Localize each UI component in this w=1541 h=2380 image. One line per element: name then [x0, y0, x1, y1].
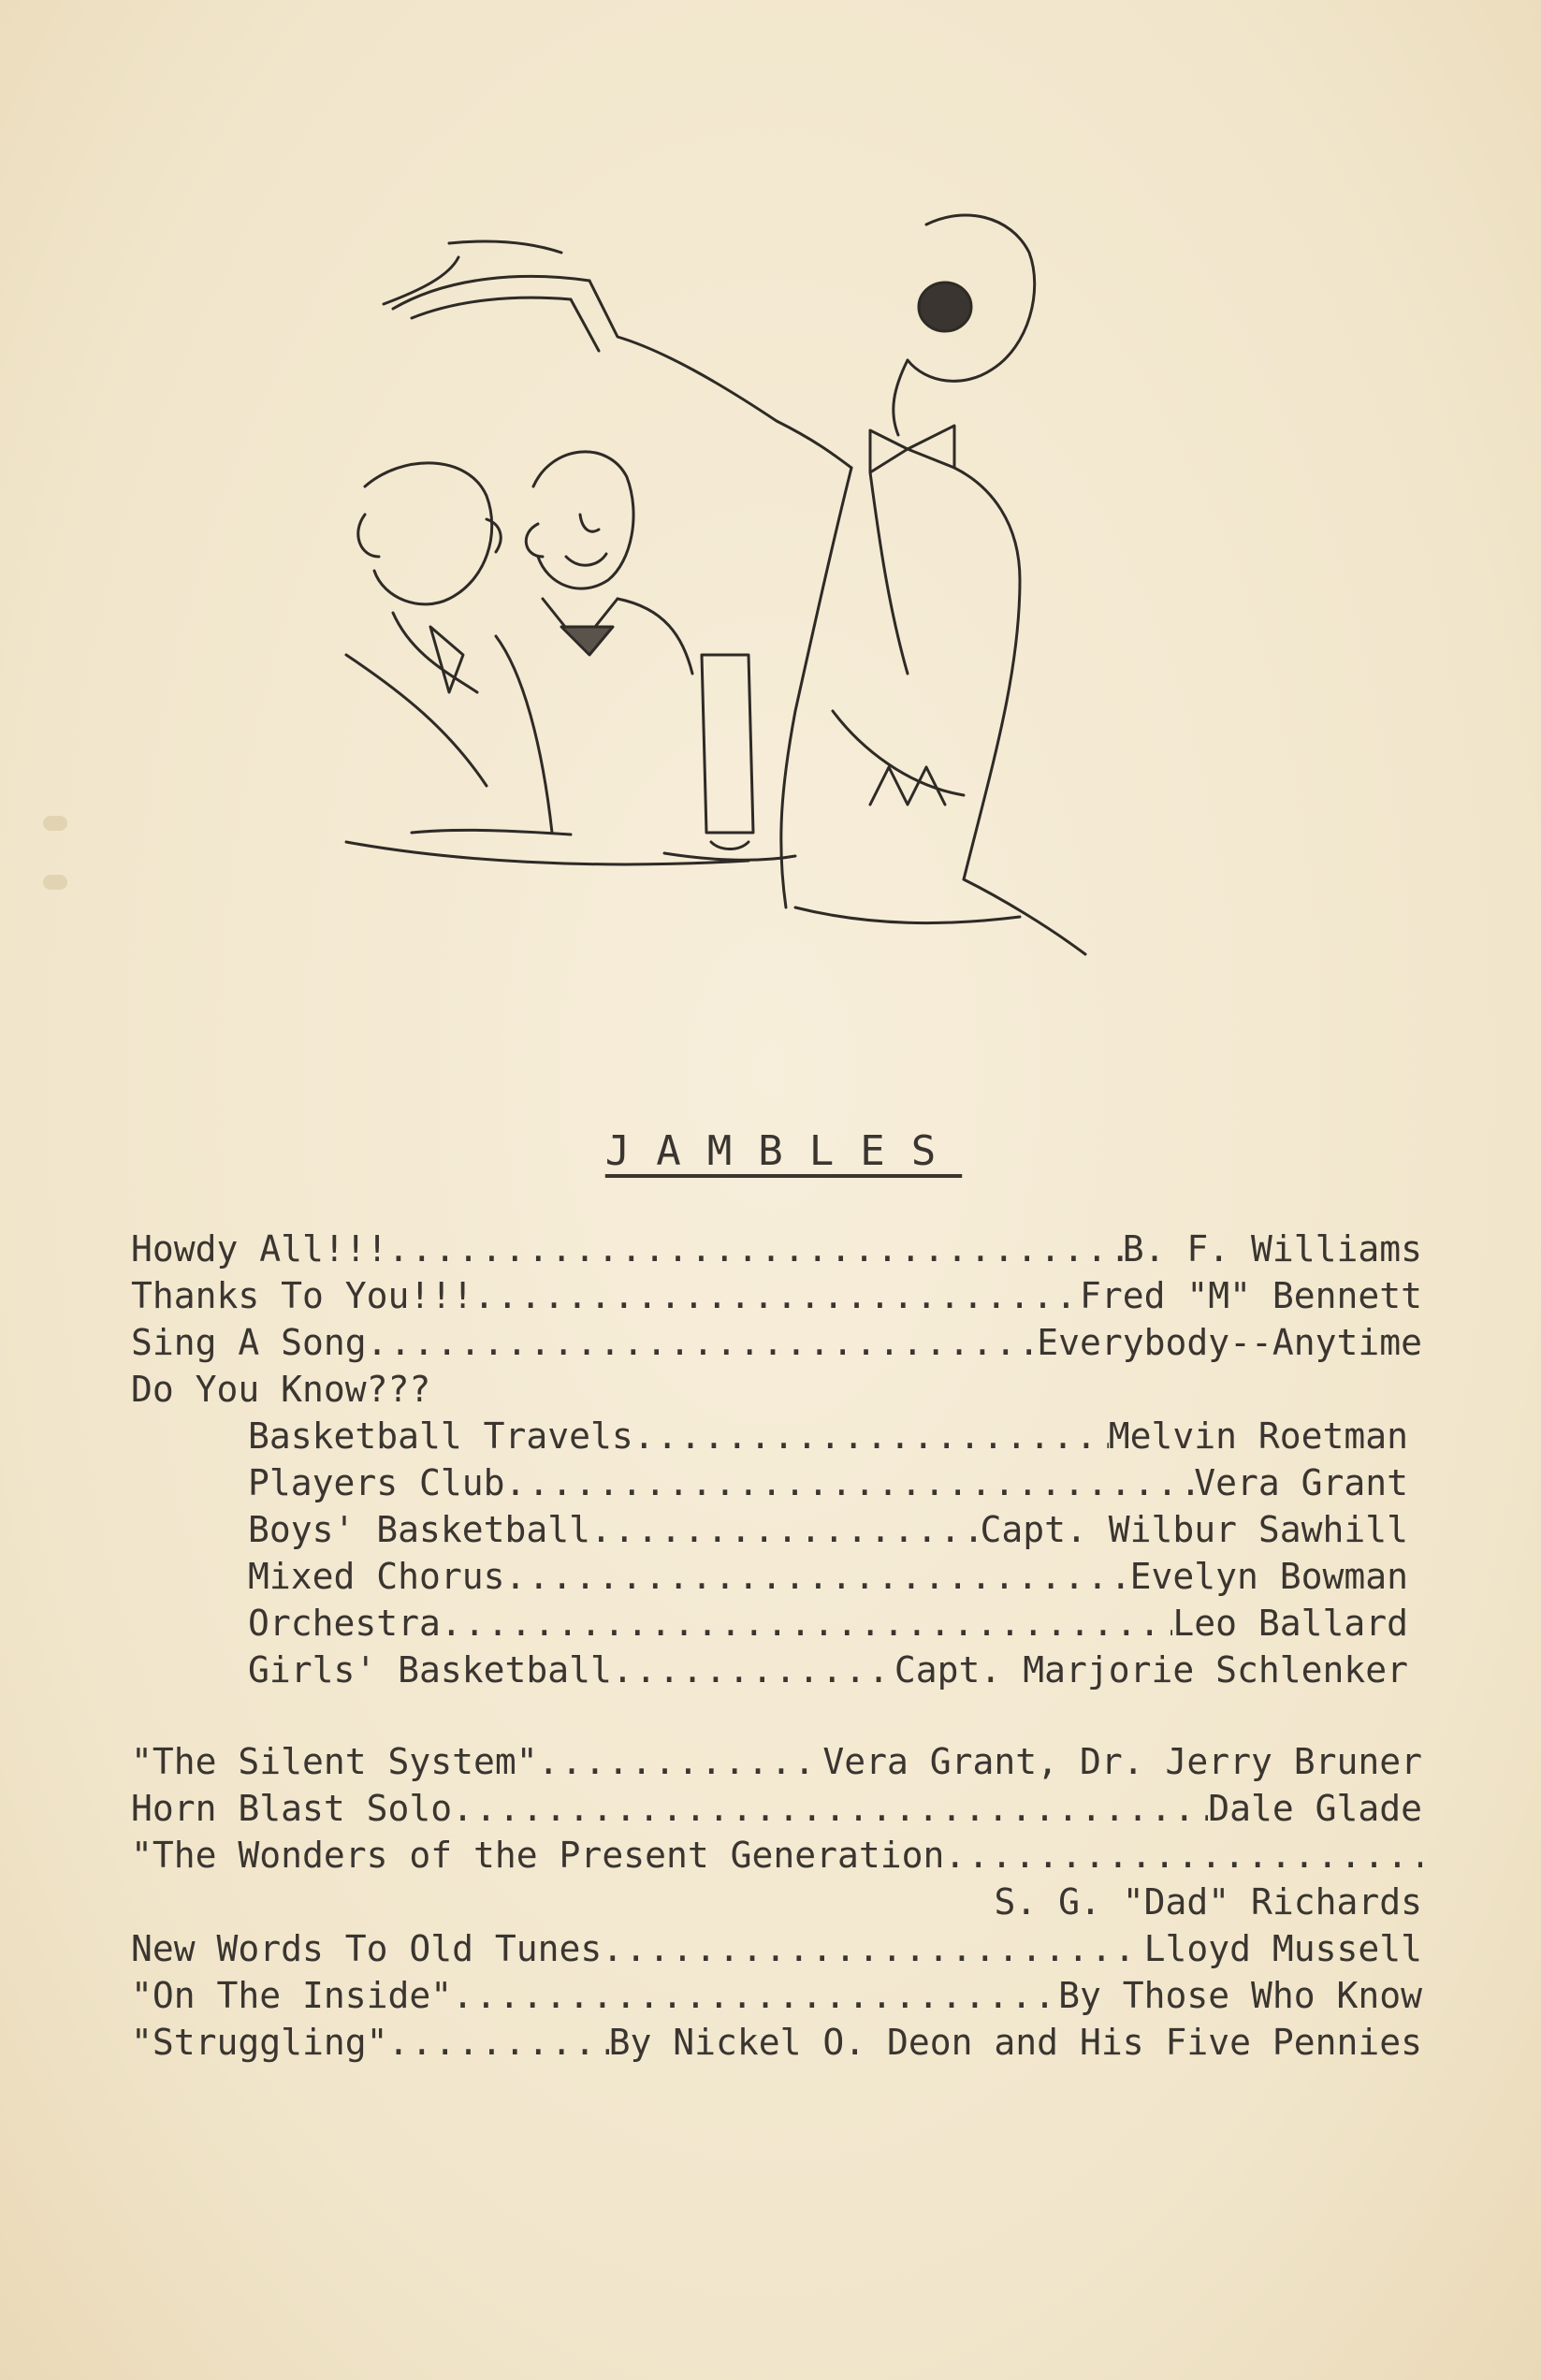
dot-leader	[473, 1272, 1080, 1319]
act-title: Howdy All!!!	[131, 1228, 388, 1270]
program-row	[131, 1226, 1422, 1272]
program-row	[131, 1553, 1408, 1600]
act-title: Mixed Chorus	[248, 1556, 505, 1597]
singers-illustration	[309, 187, 1188, 1010]
program-row	[131, 1647, 1408, 1693]
performer: S. G. "Dad" Richards	[994, 1881, 1422, 1923]
act-title: Players Club	[248, 1462, 505, 1503]
program-row	[131, 2019, 1422, 2066]
act-title: Girls' Basketball	[248, 1649, 612, 1691]
performer: By Nickel O. Deon and His Five Pennies	[608, 2022, 1422, 2063]
punch-hole	[43, 875, 67, 890]
act-title: "Struggling"	[131, 2022, 388, 2063]
dot-leader	[505, 1459, 1195, 1506]
act-title: New Words To Old Tunes	[131, 1928, 603, 1969]
act-title: Horn Blast Solo	[131, 1788, 453, 1829]
program-row	[131, 1272, 1422, 1319]
performer: B. F. Williams	[1122, 1228, 1422, 1270]
act-title: Orchestra	[248, 1603, 441, 1644]
section-heading: Do You Know???	[131, 1369, 431, 1410]
performer: Lloyd Mussell	[1143, 1928, 1422, 1969]
performer: Melvin Roetman	[1108, 1415, 1408, 1457]
program-row	[131, 1972, 1422, 2019]
act-title: "The Silent System"	[131, 1741, 538, 1782]
act-title: "On The Inside"	[131, 1975, 453, 2016]
program-row	[131, 1319, 1422, 1366]
act-title: Boys' Basketball	[248, 1509, 591, 1550]
dot-leader	[590, 1506, 980, 1553]
act-title: "The Wonders of the Present Generation	[131, 1835, 945, 1876]
dot-leader	[388, 1226, 1123, 1272]
dot-leader	[452, 1785, 1208, 1832]
act-title: Thanks To You!!!	[131, 1275, 474, 1316]
dot-leader	[633, 1413, 1109, 1459]
performer: Capt. Marjorie Schlenker	[894, 1649, 1408, 1691]
program-row	[131, 1832, 1422, 1879]
punch-hole	[43, 816, 67, 831]
act-title: Basketball Travels	[248, 1415, 633, 1457]
dot-leader	[505, 1553, 1130, 1600]
dot-leader	[388, 2019, 609, 2066]
performer: Vera Grant	[1194, 1462, 1408, 1503]
performer: Vera Grant, Dr. Jerry Bruner	[822, 1741, 1422, 1782]
act-title: Sing A Song	[131, 1322, 367, 1363]
program-row	[131, 1738, 1422, 1785]
dot-leader	[944, 1832, 1422, 1879]
program-row	[131, 1459, 1408, 1506]
program-row	[131, 1925, 1422, 1972]
spacer	[131, 1693, 1422, 1738]
dot-leader	[538, 1738, 823, 1785]
dot-leader	[367, 1319, 1038, 1366]
program-list	[131, 1226, 1422, 2066]
performer: Everybody--Anytime	[1037, 1322, 1422, 1363]
dot-leader	[612, 1647, 894, 1693]
performer: Fred "M" Bennett	[1079, 1275, 1422, 1316]
dot-leader	[452, 1972, 1058, 2019]
program-title: JAMBLES	[604, 1127, 963, 1175]
performer: Dale Glade	[1208, 1788, 1422, 1829]
program-row	[131, 1600, 1408, 1647]
program-row	[131, 1506, 1408, 1553]
dot-leader	[602, 1925, 1143, 1972]
program-row	[131, 1785, 1422, 1832]
performer: By Those Who Know	[1058, 1975, 1422, 2016]
performer: Evelyn Bowman	[1129, 1556, 1408, 1597]
performer: Leo Ballard	[1172, 1603, 1408, 1644]
program-row	[131, 1413, 1408, 1459]
dot-leader	[441, 1600, 1172, 1647]
performer: Capt. Wilbur Sawhill	[980, 1509, 1408, 1550]
